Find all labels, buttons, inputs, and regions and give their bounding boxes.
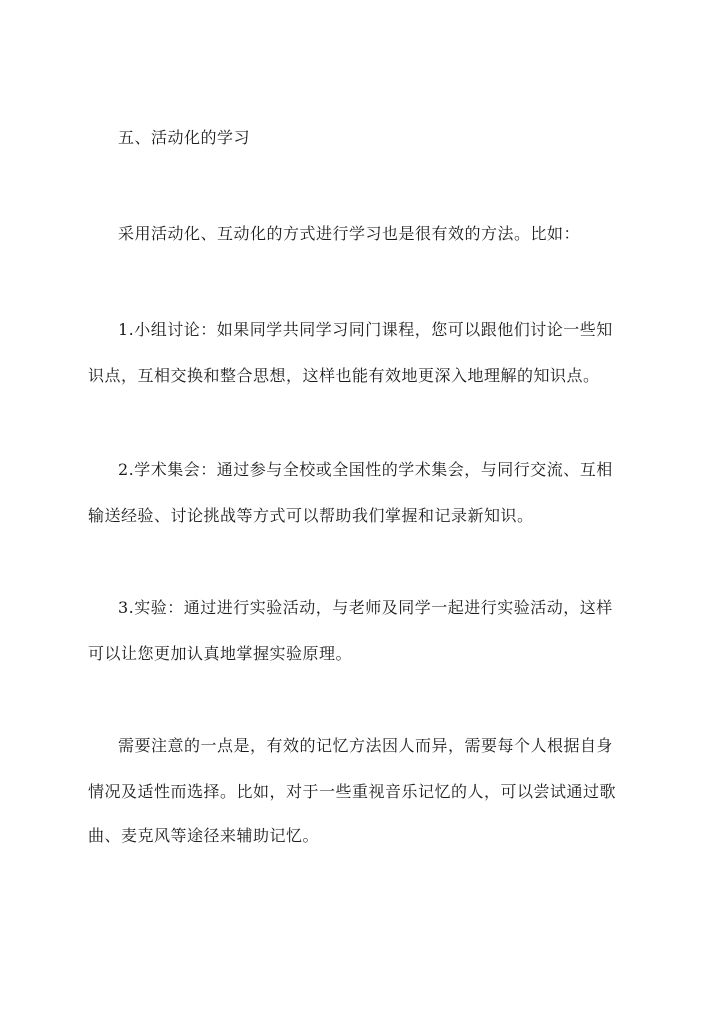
item-1-line-1: 1.小组讨论：如果同学共同学习同门课程，您可以跟他们讨论一些知 bbox=[118, 320, 613, 339]
section-heading: 五、活动化的学习 bbox=[118, 128, 251, 147]
intro-paragraph: 采用活动化、互动化的方式进行学习也是很有效的方法。比如： bbox=[118, 224, 581, 243]
item-2-line-1: 2.学术集会：通过参与全校或全国性的学术集会，与同行交流、互相 bbox=[118, 460, 613, 479]
note-line-1: 需要注意的一点是，有效的记忆方法因人而异，需要每个人根据自身 bbox=[118, 736, 614, 755]
item-1-line-2: 识点，互相交换和整合思想，这样也能有效地更深入地理解的知识点。 bbox=[88, 366, 600, 385]
note-line-2: 情况及适性而选择。比如，对于一些重视音乐记忆的人，可以尝试通过歌 bbox=[88, 782, 617, 801]
note-line-3: 曲、麦克风等途径来辅助记忆。 bbox=[88, 826, 320, 845]
item-3-line-1: 3.实验：通过进行实验活动，与老师及同学一起进行实验活动，这样 bbox=[118, 598, 613, 617]
item-3-line-2: 可以让您更加认真地掌握实验原理。 bbox=[88, 644, 353, 663]
item-2-line-2: 输送经验、讨论挑战等方式可以帮助我们掌握和记录新知识。 bbox=[88, 506, 534, 525]
